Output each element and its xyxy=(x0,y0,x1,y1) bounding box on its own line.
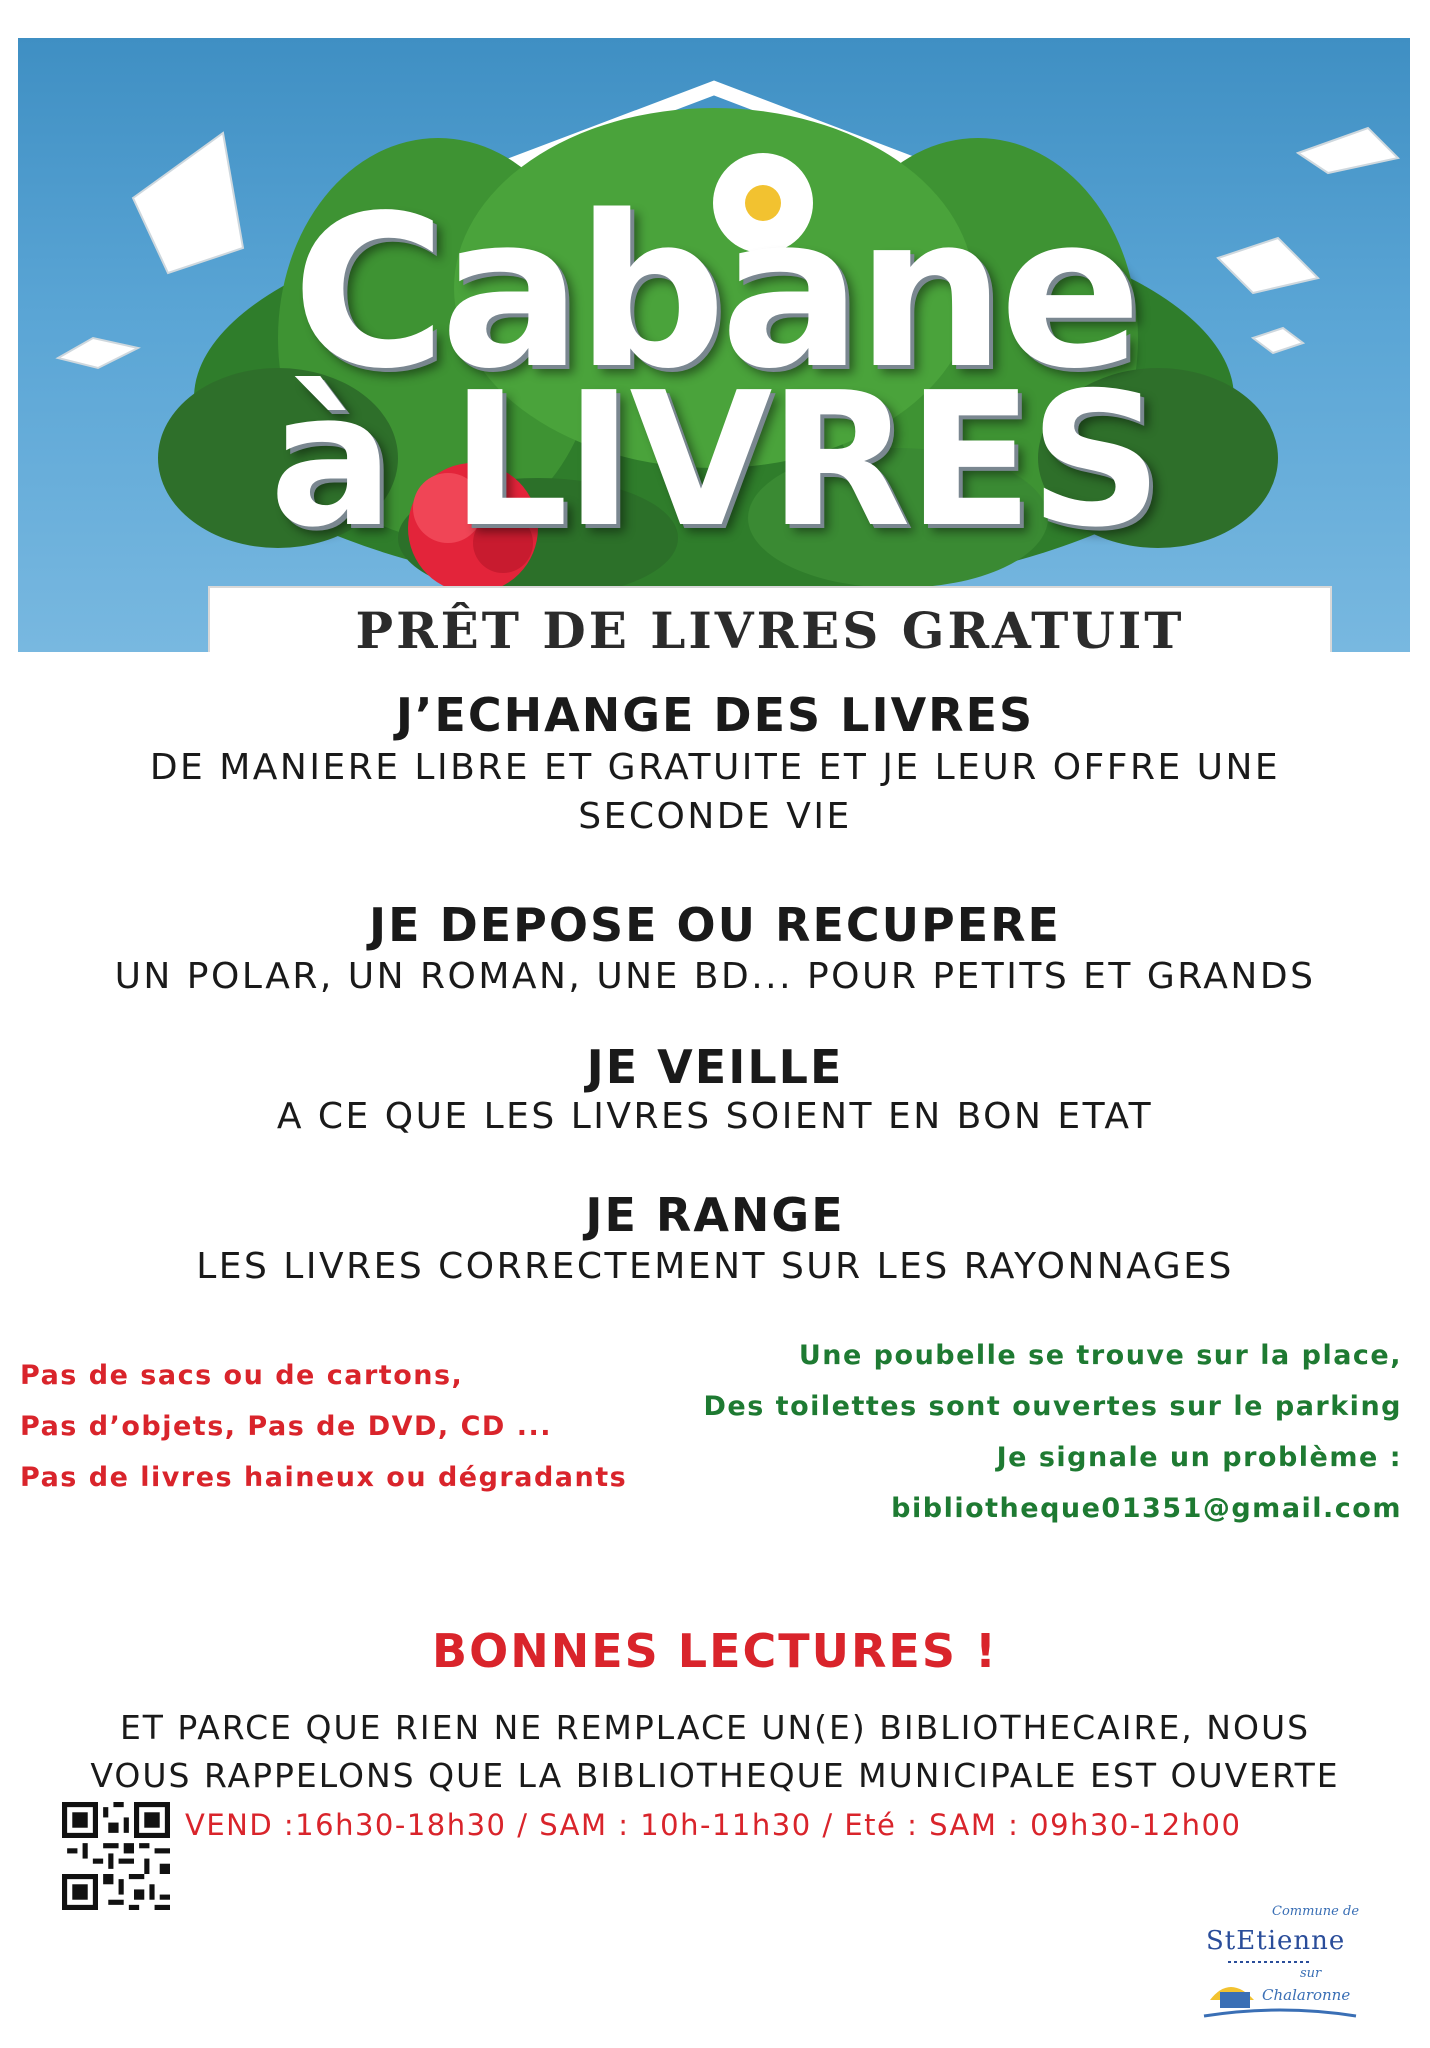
banner xyxy=(18,38,1410,652)
section-line-depose-1: UN POLAR, UN ROMAN, UNE BD... POUR PETITS ET GRANDS xyxy=(114,956,1316,997)
rule-item: Pas de livres haineux ou dégradants xyxy=(20,1462,628,1493)
tagline-box xyxy=(208,586,1332,652)
opening-hours: VEND :16h30-18h30 / SAM : 10h-11h30 / Eté : SAM : 09h30-12h00 xyxy=(185,1808,1242,1842)
section-line-echange-1: DE MANIERE LIBRE ET GRATUITE ET JE LEUR OFFRE UNE xyxy=(149,747,1281,788)
logo-name: StEtienne xyxy=(1206,1926,1346,1956)
logo-commune-de: Commune de xyxy=(1272,1904,1360,1919)
tagline: PRÊT DE LIVRES GRATUIT xyxy=(355,600,1185,652)
section-heading-depose: JE DEPOSE OU RECUPERE xyxy=(369,898,1061,952)
info-list xyxy=(642,1330,1402,1534)
section-line-echange-2: SECONDE VIE xyxy=(578,796,852,837)
logo-chalaronne: Chalaronne xyxy=(1262,1986,1351,2004)
info-item: Une poubelle se trouve sur la place, xyxy=(798,1340,1402,1371)
info-item: Je signale un problème : xyxy=(996,1442,1402,1473)
section-line-veille-1: A CE QUE LES LIVRES SOIENT EN BON ETAT xyxy=(276,1096,1154,1137)
info-item: Des toilettes sont ouvertes sur le parking xyxy=(703,1391,1402,1422)
qr-code-icon[interactable] xyxy=(62,1802,170,1910)
logo-sur: sur xyxy=(1300,1966,1322,1981)
banner-title-a-livres: à LIVRES xyxy=(269,352,1159,568)
closing-line-1: ET PARCE QUE RIEN NE REMPLACE UN(E) BIBLIOTHECAIRE, NOUS xyxy=(119,1708,1311,1747)
closing-title: BONNES LECTURES ! xyxy=(432,1624,998,1678)
section-line-range-1: LES LIVRES CORRECTEMENT SUR LES RAYONNAGES xyxy=(196,1246,1234,1287)
commune-logo xyxy=(1200,1904,1360,2024)
rule-item: Pas d’objets, Pas de DVD, CD ... xyxy=(20,1411,552,1442)
commune-logo-emblem xyxy=(1200,1904,1360,2024)
closing-line-2: VOUS RAPPELONS QUE LA BIBLIOTHEQUE MUNICIPALE EST OUVERTE xyxy=(90,1756,1340,1795)
banner-title-cabane: Cabane xyxy=(292,170,1136,415)
rule-item: Pas de sacs ou de cartons, xyxy=(20,1360,464,1391)
contact-email-link[interactable]: bibliotheque01351@gmail.com xyxy=(891,1493,1402,1524)
section-heading-echange: J’ECHANGE DES LIVRES xyxy=(395,688,1035,742)
section-heading-veille: JE VEILLE xyxy=(586,1040,844,1094)
section-heading-range: JE RANGE xyxy=(585,1188,845,1242)
rules-list xyxy=(20,1350,700,1503)
